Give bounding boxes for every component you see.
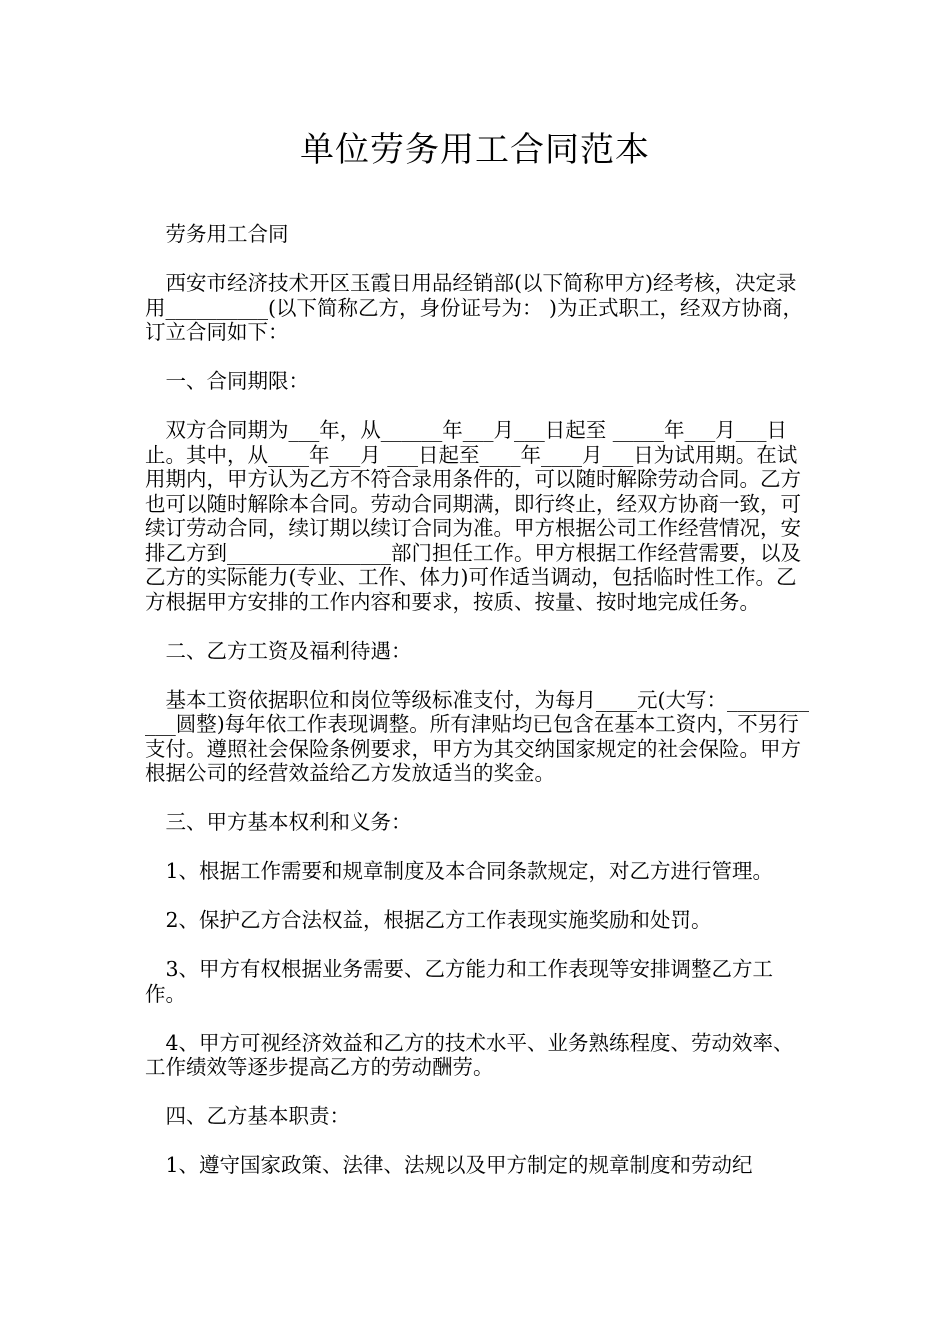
party-a-item-4: 4、甲方可视经济效益和乙方的技术水平、业务熟练程度、劳动效率、工作绩效等逐步提高乙方的劳动酬劳。 xyxy=(145,1030,794,1079)
party-a-item-2: 2、保护乙方合法权益，根据乙方工作表现实施奖励和处罚。 xyxy=(165,908,712,932)
party-a-item-3: 3、甲方有权根据业务需要、乙方能力和工作表现等安排调整乙方工作。 xyxy=(145,957,774,1006)
wages-paragraph: 基本工资依据职位和岗位等级标准支付，为每月____元(大写：___________圆整)每年依工作表现调整。所有津贴均已包含在基本工资内，不另行支付。遵照社会保险条例要求，甲方为其交纳国家规定的社会保险。甲方根据公司的经营效益给乙方发放适当的奖金。 xyxy=(145,687,809,785)
section-heading-term: 一、合同期限： xyxy=(165,369,309,393)
document-title: 单位劳务用工合同范本 xyxy=(300,130,650,170)
section-heading-party-b: 四、乙方基本职责： xyxy=(165,1104,350,1128)
section-heading-wages: 二、乙方工资及福利待遇： xyxy=(165,638,412,663)
contract-subtitle: 劳务用工合同 xyxy=(165,222,289,246)
term-paragraph: 双方合同期为___年，从______年___月___日起至 _____年___月___日止。其中，从____年___月 ___日起至____年____月___日为试用期。在试用期内，甲方认为乙方不符合录用条件的，可以随时解除劳动合同。乙方也可以随时解除本合同。劳动合同期满，即行终止，经双方协商一致，可续订劳动合同，续订期以续订合同为准。甲方根据公司工作经营情况，安排乙方到________________部门担任工作。甲方根据工作经营需要，以及乙方的实际能力(专业、工作、体力)可作适当调动，包括临时性工作。乙方根据甲方安排的工作内容和要求，按质、按量、按时地完成任务。 xyxy=(145,418,801,614)
intro-paragraph: 西安市经济技术开区玉霞日用品经销部(以下简称甲方)经考核，决定录用__________(以下简称乙方，身份证号为： )为正式职工，经双方协商，订立合同如下： xyxy=(145,271,804,344)
party-b-item-1: 1、遵守国家政策、法律、法规以及甲方制定的规章制度和劳动纪 xyxy=(165,1153,753,1177)
section-heading-party-a: 三、甲方基本权利和义务： xyxy=(165,810,412,834)
party-a-item-1: 1、根据工作需要和规章制度及本合同条款规定，对乙方进行管理。 xyxy=(165,859,774,883)
document-body xyxy=(145,222,810,1202)
